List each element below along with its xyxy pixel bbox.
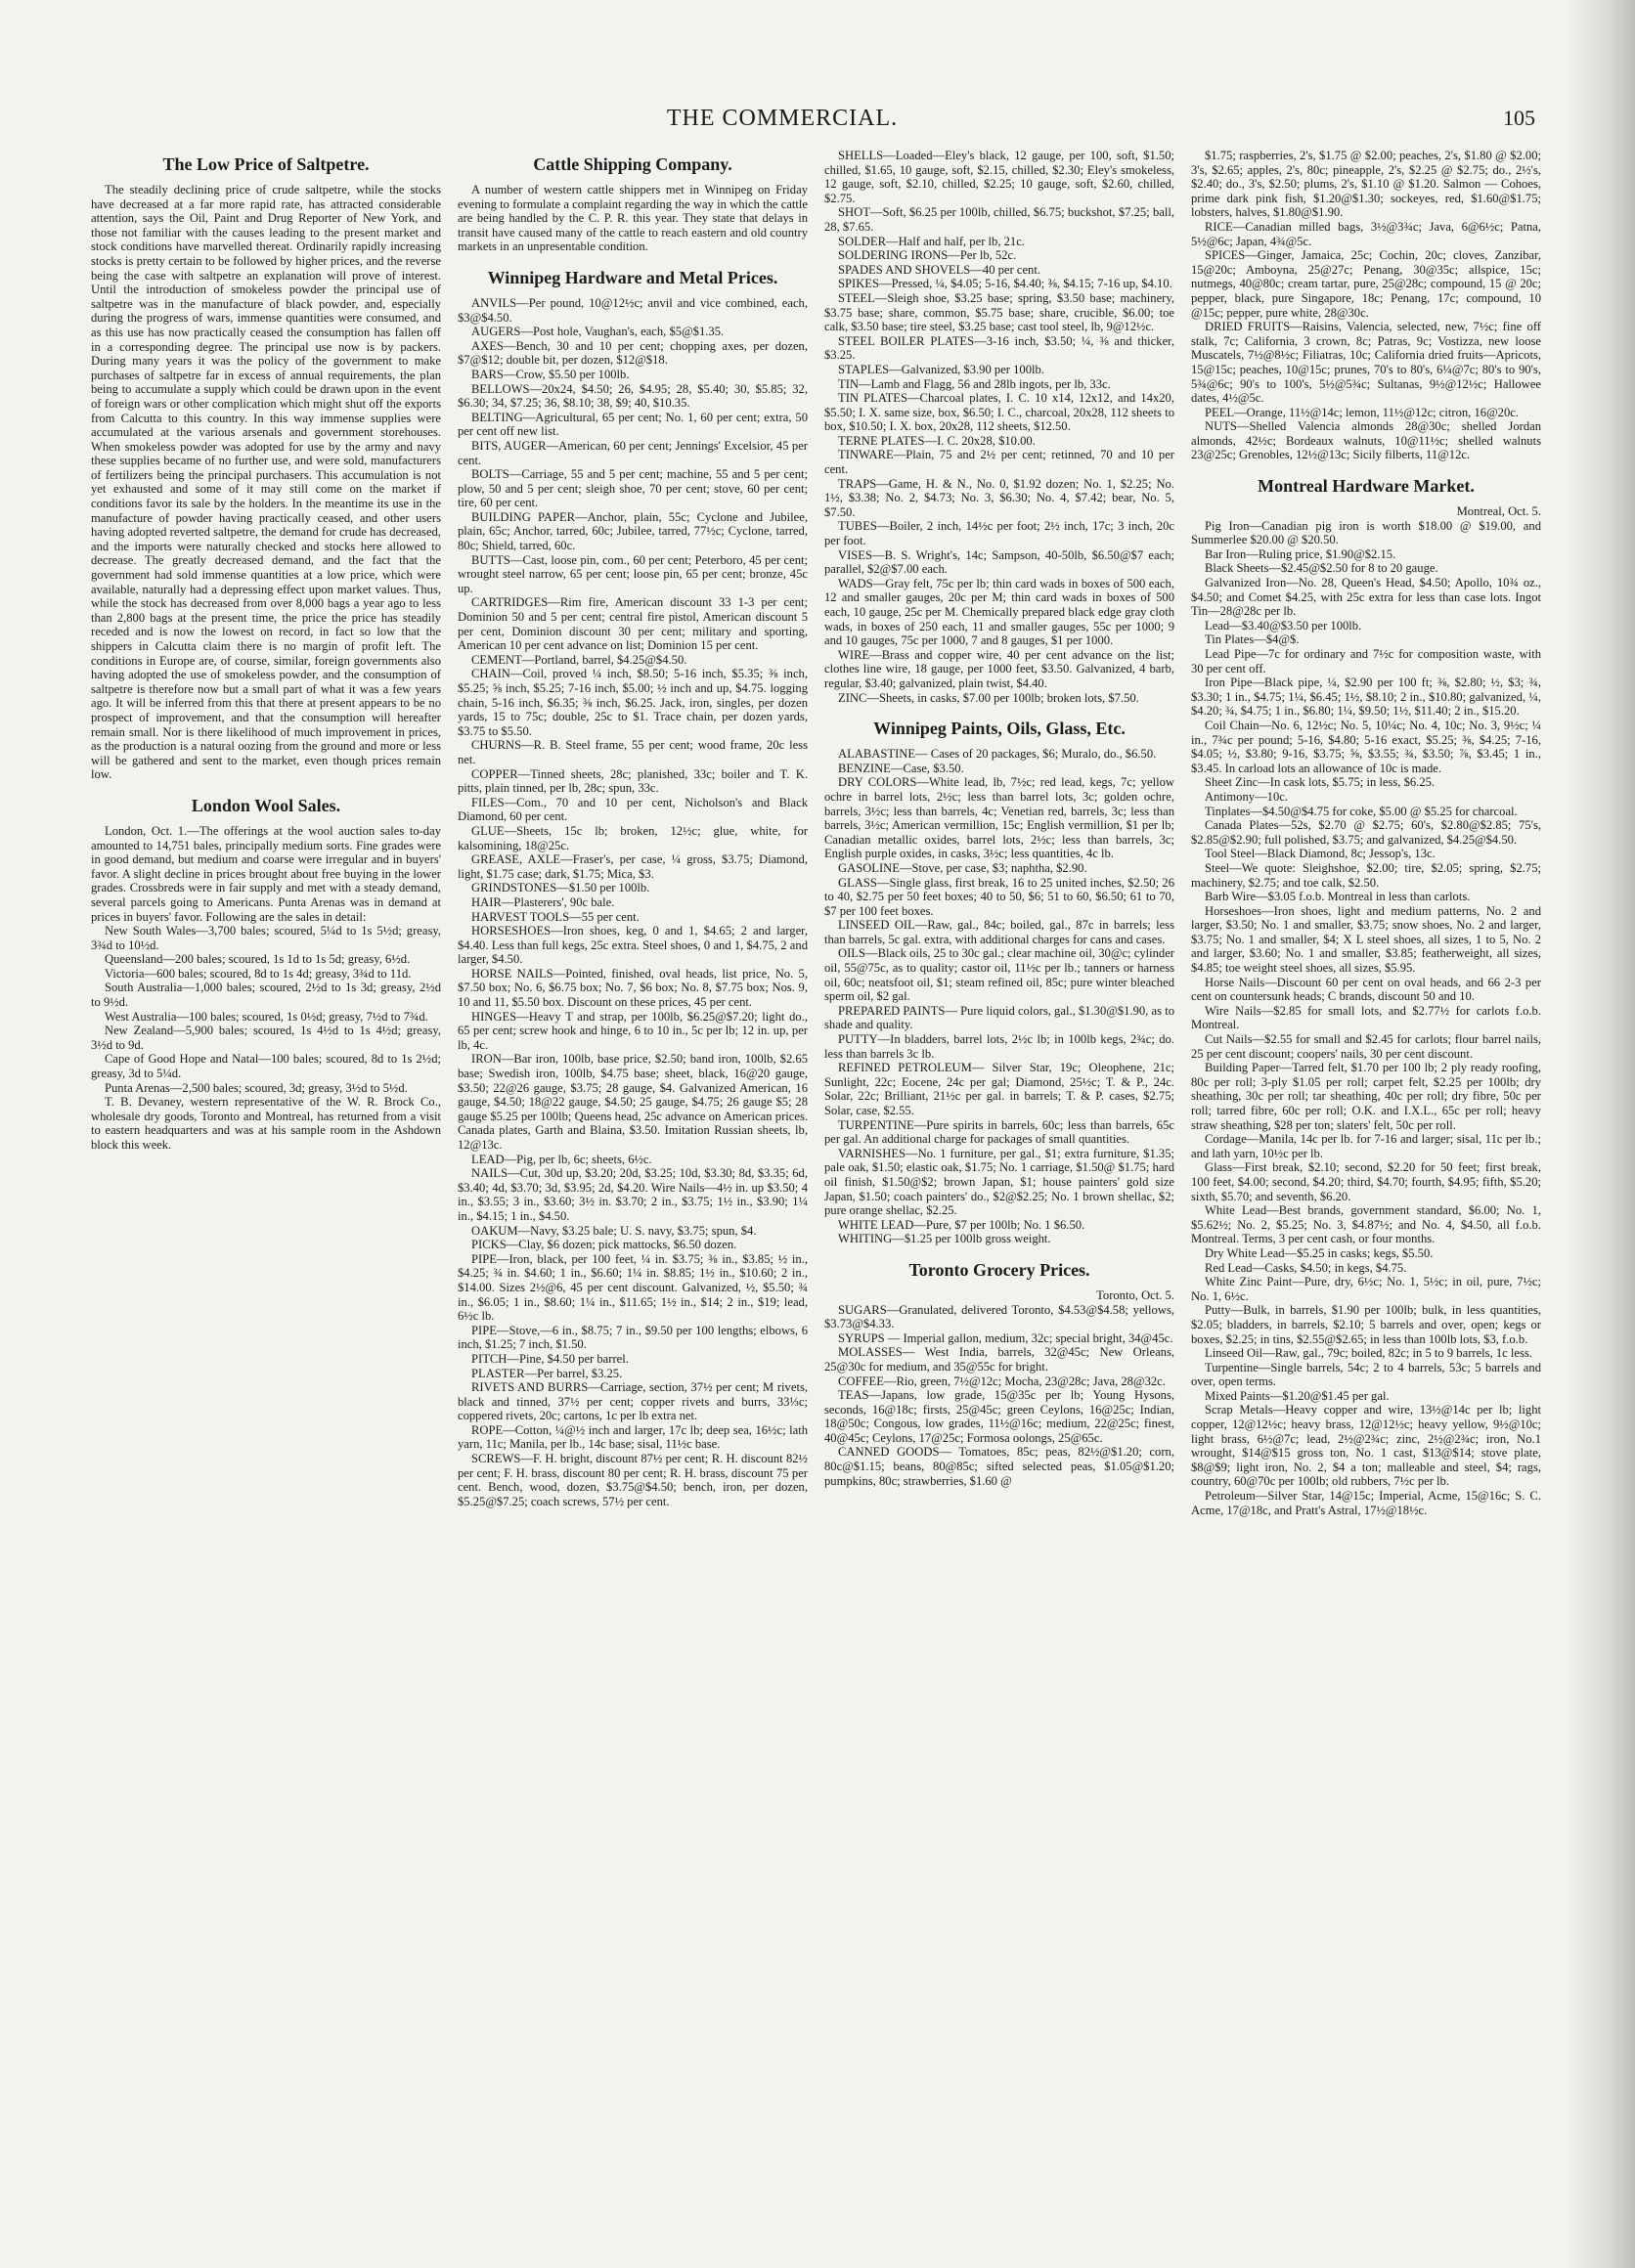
price-item: ALABASTINE— Cases of 20 packages, $6; Muralo, do., $6.50. [838,747,1157,762]
article-body: A number of western cattle shippers met in Winnipeg on Friday evening to formulate a complaint regarding the way in which the cattle are being handled by the C. P. R. this year. They state that delays in transit have caused many of the cattle to reach eastern and old country markets in an unpresentable condition. [458,183,808,254]
price-item: White Zinc Paint—Pure, dry, 6½c; No. 1, 5½c; in oil, pure, 7½c; No. 1, 6½c. [1191,1275,1541,1303]
price-item: COPPER—Tinned sheets, 28c; planished, 33c; boiler and T. K. pitts, plain tinned, per lb, 28c; spun, 33c. [458,766,808,796]
price-item: HINGES—Heavy T and strap, per 100lb, $6.25@$7.20; light do., 65 per cent; screw hook and hinge, 6 to 10 in., 5c per lb; 12 in. up, per lb, 4c. [458,1009,808,1052]
price-item: GRINDSTONES—$1.50 per 100lb. [471,881,650,895]
column-1 [91,149,441,2250]
article-title: Winnipeg Hardware and Metal Prices. [487,267,778,287]
price-item: PICKS—Clay, $6 dozen; pick mattocks, $6.50 dozen. [471,1238,737,1252]
price-item: TRAPS—Game, H. & N., No. 0, $1.92 dozen; No. 1, $2.25; No. 1½, $3.38; No. 2, $4.73; No. 3, $6.30; No. 4, $7.42; bear, No. 5, $7.50. [824,476,1174,519]
paragraph: Queensland—200 bales; scoured, 1s 1d to 1s 5d; greasy, 6½d. [105,952,411,967]
article-title: The Low Price of Saltpetre. [162,154,370,174]
price-list [458,296,808,1508]
price-item: GLUE—Sheets, 15c lb; broken, 12½c; glue, white, for kalsomining, 18@25c. [458,823,808,852]
running-head [0,106,1565,145]
price-list [824,1303,1174,1489]
price-item: FILES—Com., 70 and 10 per cent, Nicholson's and Black Diamond, 60 per cent. [458,795,808,824]
price-item: DRIED FRUITS—Raisins, Valencia, selected, new, 7½c; fine off stalk, 7c; California, 3 crown, 8c; Patras, 9c; Vostizza, new loose Muscatels, 7½@8½c; Filiatras, 10c; California dried fruits—Apricots, 15@15c; peaches, 10@15c; prunes, 70's to 80's, 6¼@7c; 80's to 90's, 5¾@6c; 90's to 100's, 5½@5¾c; Sultanas, 9½@12½c; Hallowee dates, 4½@5c. [1191,320,1541,406]
price-item: BITS, AUGER—American, 60 per cent; Jennings' Excelsior, 45 per cent. [458,438,808,467]
price-item: BARS—Crow, $5.50 per 100lb. [471,367,630,381]
price-item: SOLDERING IRONS—Per lb, 52c. [838,248,1017,263]
price-item: DRY COLORS—White lead, lb, 7½c; red lead, kegs, 7c; yellow ochre in barrel lots, 2½c; less than barrel lots, 3c; golden ochre, barrels, 3½c; less than barrels, 4c; Venetian red, barrels, 3c; less than barrels, 3½c; American vermillion, 15c; English vermillion, $1 per lb; Canadian metallic oxides, barrel lots, 2½c; less than barrels, 3c; English purple oxides, in casks, 3½c; less quantities, 4c lb. [824,775,1174,861]
price-item: GLASS—Single glass, first break, 16 to 25 united inches, $2.50; 26 to 40, $2.75 per 50 feet boxes; 40 to 50, $6; 51 to 60, $6.50; 61 to 70, $7 per 100 feet boxes. [824,875,1174,918]
price-item: RICE—Canadian milled bags, 3½@3¾c; Java, 6@6½c; Patna, 5½@6c; Japan, 4¾@5c. [1191,219,1541,248]
article-body: The steadily declining price of crude saltpetre, while the stocks have decreased at a far more rapid rate, has attracted considerable attention, says the Oil, Paint and Drug Reporter of New York, and those not familiar with the causes leading to the present market and stock conditions have marvelled thereat. Ordinarily rapidly increasing stocks is pretty certain to be followed by higher prices, and the reverse being the case with saltpetre an explanation will prove of interest. Until the introduction of smokeless powder the principal use of saltpetre was in the manufacture of black powder, and, especially during the progress of wars, immense quantities were consumed, and as this use has now practically ceased the consumption has fallen off in a corresponding degree. The principal use now is by packers. During many years it was the policy of the government to make purchases of saltpetre far in excess of annual requirements, the plan being to accumulate a supply which could be drawn upon in the event of foreign wars or other complication which might shut off the exports from Calcutta to this country. In this way immense supplies were accumulated at the various arsenals and government storehouses. When smokeless powder was adopted for use by the army and navy these supplies became of no further use, and were sold, manufacturers of fertilizers being the principal purchasers. This accumulation is not yet exhausted and some of it may still come on the market if conditions favor its sale by the holders. In the meantime its use in the manufacture of powder having practically ceased, and other users having adopted reverted saltpetre, the demand for crude has decreased, and the imports were naturally checked and stocks here allowed to decrease. The greatly decreased demand, and the fact that the government had sold immense quantities at a low price, which were available, naturally had a depressing effect upon market values. Thus, while the stock has decreased from over 8,000 bags a year ago to less than 2,800 bags at the present time, the price the price has steadily receded and is now the lowest on record, in fact so low that the shippers in Calcutta claim there is no margin of profit left. The conditions in Europe are, of course, similar, foreign governments also having adopted the use of smokeless powder, and the consumption of saltpetre is therefore now but a small part of what it was a few years ago. It will be inferred from this that there at present appears to be no prospect of improvement, and that the consumption will hereafter remain small. Nor is there likelihood of much improvement in prices, as the production is a natural oozing from the ground and more or less will be gathered and sent to the market, even though prices remain low. [91,183,441,782]
price-item: CHAIN—Coil, proved ¼ inch, $8.50; 5-16 inch, $5.35; ⅜ inch, $5.25; ⅝ inch, $5.25; 7-16 inch, $5.00; ½ inch and up, $4.75. logging chain, 5-16 inch, $6.35; ⅜ inch, $6.25. Jack, iron, singles, per dozen yards, 15 to 75c; double, 25c to $1. Trace chain, per dozen yards, $3.75 to $5.50. [458,667,808,738]
price-item: HORSESHOES—Iron shoes, keg, 0 and 1, $4.65; 2 and larger, $4.40. Less than full kegs, 25c extra. Steel shoes, 0 and 1, $4.75, 2 and larger, $4.50. [458,924,808,967]
article-toronto-grocery [824,1260,1174,1488]
price-item: HARVEST TOOLS—55 per cent. [471,909,640,924]
price-item: STEEL—Sleigh shoe, $3.25 base; spring, $3.50 base; machinery, $3.75 base; share, common, $5.75 base; share, crucible, $6.00; toe calk, $3.50 base; tire steel, $3.25 base; cast tool steel, lb, 9@12½c. [824,290,1174,334]
price-item: Pig Iron—Canadian pig iron is worth $18.00 @ $19.00, and Summerlee $20.00 @ $20.50. [1191,518,1541,547]
price-item: SPICES—Ginger, Jamaica, 25c; Cochin, 20c; cloves, Zanzibar, 15@20c; Amboyna, 25@27c; Penang, 30@35c; allspice, 15c; nutmegs, 40@80c; cream tartar, pure, 25@28c; compound, 15 @ 20c; pepper, black, pure Singapore, 18c; Penang, 17c; compound, 10 @15c; pepper, pure white, 28@30c. [1191,248,1541,320]
price-item: NAILS—Cut, 30d up, $3.20; 20d, $3.25; 10d, $3.30; 8d, $3.35; 6d, $3.40; 4d, $3.70; 3d, $3.95; 2d, $4.20. Wire Nails—4½ in. up $3.50; 4 in., $3.55; 3 in., $3.60; 3½ in. $3.70; 2 in., $3.75; 1½ in., $3.90; 1¼ in., $4.15; 1 in., $4.50. [458,1166,808,1223]
price-item: Wire Nails—$2.85 for small lots, and $2.77½ for carlots f.o.b. Montreal. [1191,1003,1541,1032]
price-item: Building Paper—Tarred felt, $1.70 per 100 lb; 2 ply ready roofing, 80c per roll; 3-ply $1.05 per roll; carpet felt, $2.25 per 100lb; dry sheathing, 30c per roll; tar sheathing, 40c per roll; dry fibre, 50c per roll; tarred fibre, 60c per roll; O.K. and I.X.L., 65c per roll; heavy straw sheathing, $28 per ton; slaters' felt, 50c per roll. [1191,1061,1541,1132]
price-item: Steel—We quote: Sleighshoe, $2.00; tire, $2.05; spring, $2.75; machinery, $2.75; and toe calk, $2.50. [1191,860,1541,890]
price-item: CHURNS—R. B. Steel frame, 55 per cent; wood frame, 20c less net. [458,738,808,766]
price-item: Sheet Zinc—In cask lots, $5.75; in less, $6.25. [1205,775,1436,790]
price-item: AXES—Bench, 30 and 10 per cent; chopping axes, per dozen, $7@$12; double bit, per dozen, $12@$18. [458,338,808,368]
price-list [1191,149,1541,462]
price-item: Linseed Oil—Raw, gal., 79c; boiled, 82c; in 5 to 9 barrels, 1c less. [1205,1346,1532,1361]
price-item: RIVETS AND BURRS—Carriage, section, 37½ per cent; M rivets, black and tinned, 37½ per cent; copper rivets and burrs, 33⅓c; coppered rivets, 20c; cartons, 1c per lb extra net. [458,1380,808,1423]
price-item: LEAD—Pig, per lb, 6c; sheets, 6½c. [471,1152,652,1166]
price-item: PLASTER—Per barrel, $3.25. [471,1366,623,1380]
dateline: Montreal, Oct. 5. [1456,504,1541,519]
price-item: REFINED PETROLEUM— Silver Star, 19c; Oleophene, 21c; Sunlight, 22c; Eocene, 24c per gal; Diamond, 25½c; T. & P., 24c. Solar, 22c; Brilliant, 21½c per gal. in barrels; T. & P. cases, $2.75; Solar, case, $2.55. [824,1061,1174,1117]
paragraph: T. B. Devaney, western representative of the W. R. Brock Co., wholesale dry goods, Toronto and Montreal, has returned from a visit to eastern headquarters and was at his sample room in the Ashdown block this week. [91,1095,441,1152]
column-4 [1191,149,1541,2250]
price-item: Galvanized Iron—No. 28, Queen's Head, $4.50; Apollo, 10¾ oz., $4.50; and Comet $4.25, with 25c extra for less than case lots. Ingot Tin—28@28c per lb. [1191,576,1541,619]
price-item: Black Sheets—$2.45@$2.50 for 8 to 20 gauge. [1205,561,1438,576]
price-item: Lead—$3.40@$3.50 per 100lb. [1205,618,1362,632]
price-item: HAIR—Plasterers', 90c bale. [471,894,615,909]
price-item: VISES—B. S. Wright's, 14c; Sampson, 40-50lb, $6.50@$7 each; parallel, $2@$7.00 each. [824,547,1174,577]
paragraph: West Australia—100 bales; scoured, 1s 0½d; greasy, 7½d to 7¾d. [105,1009,428,1024]
price-item: BUTTS—Cast, loose pin, com., 60 per cent; Peterboro, 45 per cent; wrought steel narrow, 65 per cent; loose pin, 65 per cent; bronze, 45c up. [458,552,808,595]
article-london-wool [91,796,441,1153]
price-item: Turpentine—Single barrels, 54c; 2 to 4 barrels, 53c; 5 barrels and over, open terms. [1191,1360,1541,1389]
price-item: MOLASSES— West India, barrels, 32@45c; New Orleans, 25@30c for medium, and 35@55c for bright. [824,1345,1174,1374]
price-item: ROPE—Cotton, ¼@½ inch and larger, 17c lb; deep sea, 16½c; lath yarn, 11c; Manila, per lb., 14c base; sisal, 11½c base. [458,1422,808,1452]
price-item: HORSE NAILS—Pointed, finished, oval heads, list price, No. 5, $7.50 box; No. 6, $6.75 box; No. 7, $6 box; No. 8, $7.75 box; Nos. 9, 10 and 11, $5.50 box. Discount on these prices, 45 per cent. [458,966,808,1010]
price-item: CEMENT—Portland, barrel, $4.25@$4.50. [471,652,687,667]
column-3 [824,149,1174,2250]
dateline: Toronto, Oct. 5. [1096,1287,1174,1302]
price-item: LINSEED OIL—Raw, gal., 84c; boiled, gal., 87c in barrels; less than barrels, 5c gal. extra, with additional charges for cans and cases. [824,918,1174,946]
price-item: AUGERS—Post hole, Vaughan's, each, $5@$1.35. [471,325,725,339]
paragraph: New Zealand—5,900 bales; scoured, 1s 4½d to 1s 4½d; greasy, 3½d to 9d. [91,1024,441,1052]
price-item: IRON—Bar iron, 100lb, base price, $2.50; band iron, 100lb, $2.65 base; Swedish iron, 100lb, $4.75 base; sheet, black, 16@20 gauge, $3.50; 22@26 gauge, $3.75; 28 gauge, $4. Galvanized American, 16 gauge, $4.50; 18@22 gauge, $4.50; 25 gauge, $4.75; 26 gauge $5; 28 gauge $5.25 per 100lb; Queens head, 25c advance on American prices. Canada plates, Garth and Blaina, $3.50. Imitation Russian sheets, lb, 12@13c. [458,1052,808,1152]
price-item: GASOLINE—Stove, per case, $3; naphtha, $2.90. [838,860,1087,875]
price-item: Cut Nails—$2.55 for small and $2.45 for carlots; flour barrel nails, 25 per cent discount; coopers' nails, 30 per cent discount. [1191,1032,1541,1061]
price-item: Tool Steel—Black Diamond, 8c; Jessop's, 13c. [1205,847,1436,861]
price-item: TERNE PLATES—I. C. 20x28, $10.00. [838,433,1036,448]
article-title: Winnipeg Paints, Oils, Glass, Etc. [873,719,1126,739]
price-item: GREASE, AXLE—Fraser's, per case, ¼ gross, $3.75; Diamond, light, $1.75 case; dark, $1.75; Mica, $3. [458,852,808,881]
price-item: PITCH—Pine, $4.50 per barrel. [471,1351,629,1366]
price-item: WADS—Gray felt, 75c per lb; thin card wads in boxes of 500 each, 12 and smaller gauges, 20c per M; thin card wads in boxes of 500 each, 10 gauge, 25c per M. Chemically prepared black edge gray cloth wads, in boxes of 250 each, 11 and smaller gauges, 55c per 1000; 9 and 10 gauges, 75c per 1000, 7 and 8 gauges, $1 per 1000. [824,576,1174,648]
price-item: SCREWS—F. H. bright, discount 87½ per cent; R. H. discount 82½ per cent; F. H. brass, discount 80 per cent; R. H. brass, discount 75 per cent. Bench, wood, dozen, $3.75@$4.50; bench, iron, per dozen, $5.25@$7.25; coach screws, 57½ per cent. [458,1452,808,1508]
price-item: WHITE LEAD—Pure, $7 per 100lb; No. 1 $6.50. [838,1217,1085,1232]
paragraph: London, Oct. 1.—The offerings at the wool auction sales to-day amounted to 14,751 bales, principally medium sorts. Fine grades were in good demand, but medium and coarse were irregular and in buyers' favor. A slight decline in prices brought about free buying in the lower grades. Crossbreds were in fair supply and met with a steady demand, several parcels going to Americans. Punta Arenas was in demand at prices in buyers' favor. Following are the sales in detail: [91,823,441,924]
price-item: Red Lead—Casks, $4.50; in kegs, $4.75. [1205,1260,1407,1275]
paragraph: Cape of Good Hope and Natal—100 bales; scoured, 8d to 1s 2½d; greasy, 3d to 5¼d. [91,1052,441,1081]
price-item: BUILDING PAPER—Anchor, plain, 55c; Cyclone and Jubilee, plain, 65c; Anchor, tarred, 60c; Jubilee, tarred, 77½c; Cyclone, tarred, 80c; Shield, tarred, 60c. [458,509,808,553]
price-item: Dry White Lead—$5.25 in casks; kegs, $5.50. [1205,1245,1434,1260]
price-item: Glass—First break, $2.10; second, $2.20 for 50 feet; first break, 100 feet, $4.00; second, $4.20; third, $4.70; fourth, $4.95; fifth, $5.20; sixth, $5.70; and seventh, $6.20. [1191,1160,1541,1203]
price-item: BELTING—Agricultural, 65 per cent; No. 1, 60 per cent; extra, 50 per cent off new list. [458,410,808,439]
price-item: Tin Plates—$4@$. [1205,632,1300,647]
price-item: PEEL—Orange, 11½@14c; lemon, 11½@12c; citron, 16@20c. [1205,405,1520,419]
price-item: COFFEE—Rio, green, 7½@12c; Mocha, 23@28c; Java, 28@32c. [838,1374,1166,1388]
article-title: Cattle Shipping Company. [533,154,732,174]
price-item: Petroleum—Silver Star, 14@15c; Imperial, Acme, 15@16c; S. C. Acme, 17@18c, and Pratt's Astral, 17½@18½c. [1191,1489,1541,1517]
article-toronto-grocery-continued [1191,149,1541,462]
price-item: Coil Chain—No. 6, 12½c; No. 5, 10¼c; No. 4, 10c; No. 3, 9½c; ¼ in., 7¾c per pound; 5-16, $4.80; 5-16 exact, $5.25; ⅜, $4.25; 7-16, $4.05; ½, $3.80; 9-16, $3.75; ⅝, $3.55; ¾, $3.50; ⅞, $3.45; 1 in., $3.45. In carload lots an allowance of 10c is made. [1191,718,1541,775]
paragraph: Victoria—600 bales; scoured, 8d to 1s 4d; greasy, 3¾d to 11d. [105,966,412,981]
article-title: Montreal Hardware Market. [1258,476,1475,497]
column-2 [458,149,808,2250]
price-item: SUGARS—Granulated, delivered Toronto, $4.53@$4.58; yellows, $3.73@$4.33. [824,1302,1174,1331]
price-item: Scrap Metals—Heavy copper and wire, 13½@14c per lb; light copper, 12@12½c; heavy brass, 12@12½c; heavy yellow, 9½@10c; light brass, 6½@7c; lead, 2½@2¾c; zinc, 2½@2¾c; iron, No.1 wrought, $14@$15 gross ton, No. 1 cast, $13@$14; stove plate, $8@$9; light iron, No. 2, $4 a ton; malleable and steel, $4; rags, country, 60@70c per 100lb; old rubbers, 7½c per lb. [1191,1403,1541,1489]
price-item: TUBES—Boiler, 2 inch, 14½c per foot; 2½ inch, 17c; 3 inch, 20c per foot. [824,519,1174,548]
price-item: STEEL BOILER PLATES—3-16 inch, $3.50; ¼, ⅜ and thicker, $3.25. [824,333,1174,363]
price-item: Canada Plates—52s, $2.70 @ $2.75; 60's, $2.80@$2.85; 75's, $2.85@$2.90; full polished, $3.75; and galvanized, $4.25@$4.50. [1191,818,1541,847]
binding-shadow [1567,0,1635,2268]
price-item: WHITING—$1.25 per 100lb gross weight. [838,1232,1051,1246]
paragraph: New South Wales—3,700 bales; scoured, 5¼d to 1s 5½d; greasy, 3¾d to 10½d. [91,924,441,952]
price-item: PIPE—Iron, black, per 100 feet, ¼ in. $3.75; ⅜ in., $3.85; ½ in., $4.25; ¾ in. $4.60; 1 in., $6.60; 1¼ in. $8.85; 1½ in., $10.60; 2 in., $14.00. Sizes 2½@6, 45 per cent discount. Galvanized, ½, $5.50; ¾ in., $6.05; 1 in., $8.60; 1¼ in., $11.65; 1½ in., $14; 2 in., $19; lead, 6½c lb. [458,1251,808,1324]
price-item: Iron Pipe—Black pipe, ¼, $2.90 per 100 ft; ⅜, $2.80; ½, $3; ¾, $3.30; 1 in., $4.75; 1¼, $6.45; 1½, $8.10; 2 in., $10.80; galvanized, ¼, $4.20; ¾, $4.75; 1 in., $6.80; 1¼, $9.50; 1½, $11.40; 2 in., $15.20. [1191,676,1541,719]
running-title: THE COMMERCIAL. [666,106,899,131]
price-item: PREPARED PAINTS— Pure liquid colors, gal., $1.30@$1.90, as to shade and quality. [824,1003,1174,1032]
price-item: Mixed Paints—$1.20@$1.45 per gal. [1205,1388,1390,1403]
price-item: TIN PLATES—Charcoal plates, I. C. 10 x14, 12x12, and 14x20, $5.50; I. X. same size, box, $6.50; I. C., charcoal, 20x28, 112 sheets to box, $10.50; I. X. box, 20x28, 112 sheets, $12.50. [824,391,1174,434]
price-item: OILS—Black oils, 25 to 30c gal.; clear machine oil, 30@c; cylinder oil, 55@75c, as to quality; castor oil, 11½c per lb.; tanners or harness oil, 60c; neatsfoot oil, $1; steam refined oil, 85c; pure winter bleached sperm oil, $2 gal. [824,946,1174,1004]
price-item: Antimony—10c. [1205,789,1289,804]
price-item: SHELLS—Loaded—Eley's black, 12 gauge, per 100, soft, $1.50; chilled, $1.65, 10 gauge, soft, $2.15, chilled, $2.30; Eley's smokeless, 12 gauge, soft, $2.10, chilled, $2.25; 10 gauge, soft, $2.60, chilled, $2.75. [824,149,1174,205]
price-item: SPIKES—Pressed, ¼, $4.05; 5-16, $4.40; ⅜, $4.15; 7-16 up, $4.10. [838,277,1172,291]
price-item: $1.75; raspberries, 2's, $1.75 @ $2.00; peaches, 2's, $1.80 @ $2.00; 3's, $2.65; apples, 2's, 80c; pineapple, 2's, $2.25 @ $2.75; do., 2½'s, $2.40; do., 3's, $2.50; plums, 2's, $1.10 @ $1.20. Salmon — Cohoes, prime dark pink fish, $1.20@$1.30; sockeyes, red, $1.60@$1.75; lobsters, halves, $1.80@$1.90. [1191,149,1541,220]
page-number: 105 [1503,106,1535,130]
article-cattle-shipping [458,154,808,254]
article-saltpetre [91,154,441,782]
price-item: SOLDER—Half and half, per lb, 21c. [838,234,1025,248]
price-item: VARNISHES—No. 1 furniture, per gal., $1; extra furniture, $1.35; pale oak, $1.50; elastic oak, $1.75; No. 1 carriage, $1.50@ $1.75; hard oil finish, $1.50@$2; brown Japan, $1; house painters' gold size Japan, $1.50; coach painters' do., $2@$2.25; No. 1 brown shellac, $2; pure orange shellac, $2.25. [824,1146,1174,1218]
paragraph: South Australia—1,000 bales; scoured, 2½d to 1s 3d; greasy, 2½d to 9½d. [91,981,441,1010]
price-item: TINWARE—Plain, 75 and 2½ per cent; retinned, 70 and 10 per cent. [824,448,1174,477]
price-item: Barb Wire—$3.05 f.o.b. Montreal in less than carlots. [1205,890,1471,904]
article-winnipeg-hardware-continued [824,149,1174,705]
price-item: PUTTY—In bladders, barrel lots, 2½c lb; in 100lb kegs, 2¾c; do. less than barrels 3c lb. [824,1032,1174,1061]
price-list [824,747,1174,1246]
price-item: Lead Pipe—7c for ordinary and 7½c for composition waste, with 30 per cent off. [1191,647,1541,676]
price-item: BELLOWS—20x24, $4.50; 26, $4.95; 28, $5.40; 30, $5.85; 32, $6.30; 34, $7.25; 36, $8.10; 38, $9; 40, $10.35. [458,381,808,411]
price-item: BOLTS—Carriage, 55 and 5 per cent; machine, 55 and 5 per cent; plow, 50 and 5 per cent; sleigh shoe, 70 per cent; stove, 60 per cent; tire, 60 per cent. [458,467,808,510]
price-item: OAKUM—Navy, $3.25 bale; U. S. navy, $3.75; spun, $4. [471,1223,757,1238]
price-item: CARTRIDGES—Rim fire, American discount 33 1-3 per cent; Dominion 50 and 5 per cent; central fire pistol, American discount 5 per cent, Dominion discount 30 per cent; military and sporting, American 10 per cent advance on list; Dominion 15 per cent. [458,595,808,653]
price-item: Bar Iron—Ruling price, $1.90@$2.15. [1205,546,1396,561]
price-item: WIRE—Brass and copper wire, 40 per cent advance on the list; clothes line wire, 18 gauge, per 1000 feet, $3.50. Galvanized, 4 barb, regular, $3.40; galvanized, plain twist, $4.40. [824,647,1174,690]
price-item: TEAS—Japans, low grade, 15@35c per lb; Young Hysons, seconds, 16@18c; firsts, 25@45c; green Ceylons, 16@25c; Indian, 18@50c; Congous, low grades, 11½@16c; medium, 22@25c; finest, 40@45c; Ceylons, 17@25c; Formosa oolongs, 25@65c. [824,1388,1174,1445]
price-item: Cordage—Manila, 14c per lb. for 7-16 and larger; sisal, 11c per lb.; and lath yarn, 10½c per lb. [1191,1132,1541,1160]
price-list [1191,519,1541,1518]
price-item: SPADES AND SHOVELS—40 per cent. [838,262,1040,277]
price-item: CANNED GOODS— Tomatoes, 85c; peas, 82½@$1.20; corn, 80c@$1.15; beans, 80@85c; sifted selected peas, $1.05@$1.20; pumpkins, 80c; strawberries, $1.60 @ [824,1445,1174,1488]
price-item: TURPENTINE—Pure spirits in barrels, 60c; less than barrels, 65c per gal. An additional charge for packages of small quantities. [824,1117,1174,1147]
price-item: White Lead—Best brands, government standard, $6.00; No. 1, $5.62½; No. 2, $5.25; No. 3, $4.87½; and No. 4, $4.50, all f.o.b. Montreal. Terms, 3 per cent cash, or four months. [1191,1203,1541,1246]
paragraph: Punta Arenas—2,500 bales; scoured, 3d; greasy, 3½d to 5½d. [105,1080,408,1095]
price-item: BENZINE—Case, $3.50. [838,761,964,775]
price-item: Horseshoes—Iron shoes, light and medium patterns, No. 2 and larger, $3.50; No. 1 and smaller, $3.75; snow shoes, No. 2 and larger, $3.75; No. 1 and smaller, $4; X L steel shoes, all sizes, 1 to 5, No. 2 and larger, $3.60; No. 1 and smaller, $3.85; featherweight, all sizes, $4.85; toe weight steel shoes, all sizes, $5.95. [1191,903,1541,976]
price-list [824,149,1174,705]
price-item: ZINC—Sheets, in casks, $7.00 per 100lb; broken lots, $7.50. [838,690,1139,705]
price-item: NUTS—Shelled Valencia almonds 28@30c; shelled Jordan almonds, 42½c; Bordeaux walnuts, 10@11½c; shelled walnuts 23@25c; Grenobles, 12½@13c; Sicily filberts, 11@12c. [1191,419,1541,462]
price-item: SHOT—Soft, $6.25 per 100lb, chilled, $6.75; buckshot, $7.25; ball, 28, $7.65. [824,205,1174,234]
price-item: Horse Nails—Discount 60 per cent on oval heads, and 66 2-3 per cent on countersunk heads; C brands, discount 50 and 10. [1191,975,1541,1004]
article-title: Toronto Grocery Prices. [908,1259,1090,1280]
price-item: STAPLES—Galvanized, $3.90 per 100lb. [838,362,1044,376]
price-item: Putty—Bulk, in barrels, $1.90 per 100lb; bulk, in less quantities, $2.05; bladders, in barrels, $2.10; 5 barrels and over, open; kegs or boxes, $2.25; in tins, $2.55@$2.65; in less than 100lb lots, $3, f.o.b. [1191,1303,1541,1346]
article-montreal-hardware [1191,476,1541,1517]
price-item: PIPE—Stove,—6 in., $8.75; 7 in., $9.50 per 100 lengths; elbows, 6 inch, $1.25; 7 inch, $1.50. [458,1323,808,1352]
price-item: TIN—Lamb and Flagg, 56 and 28lb ingots, per lb, 33c. [838,376,1111,391]
price-item: Tinplates—$4.50@$4.75 for coke, $5.00 @ $5.25 for charcoal. [1205,804,1518,818]
price-item: SYRUPS — Imperial gallon, medium, 32c; special bright, 34@45c. [838,1330,1173,1345]
article-winnipeg-hardware [458,268,808,1508]
article-title: London Wool Sales. [191,795,341,815]
price-item: ANVILS—Per pound, 10@12½c; anvil and vice combined, each, $3@$4.50. [458,295,808,325]
article-winnipeg-paints [824,719,1174,1246]
